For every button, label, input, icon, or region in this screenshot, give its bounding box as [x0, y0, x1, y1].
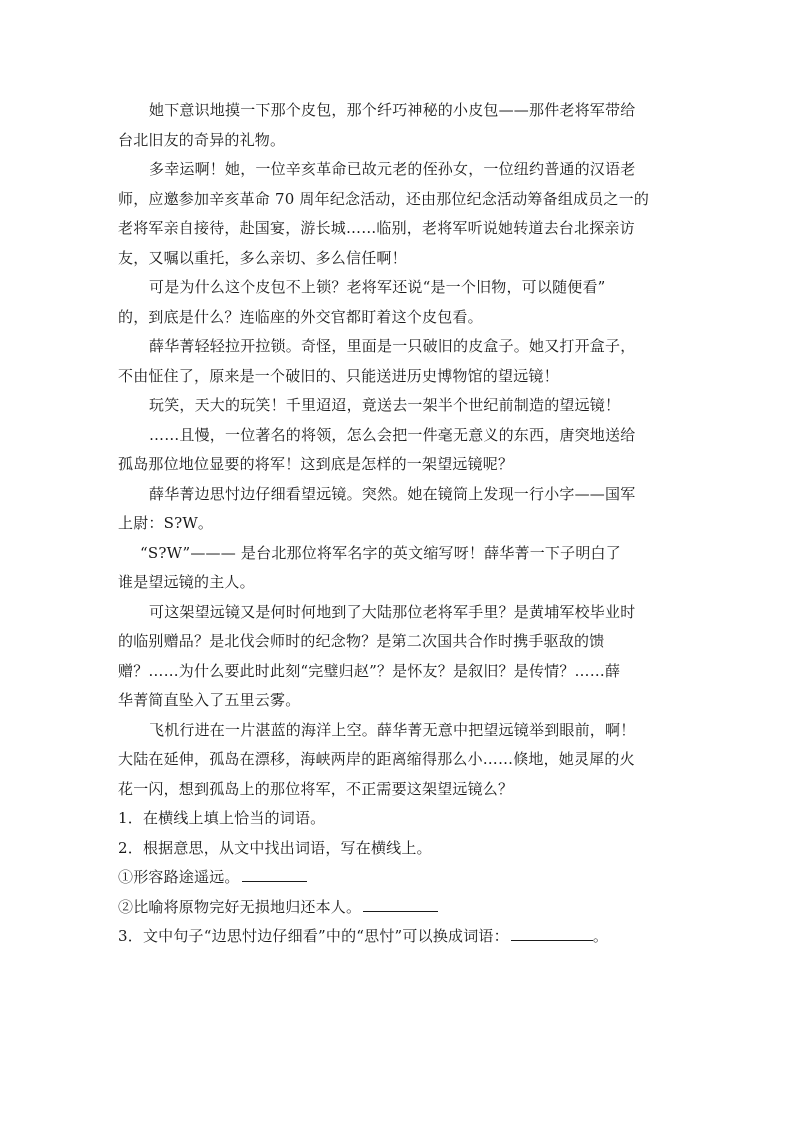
question-2b — [118, 893, 678, 923]
passage-line: ……且慢，一位著名的将领，怎么会把一件毫无意义的东西，唐突地送给 — [149, 425, 636, 444]
answer-blank[interactable] — [363, 897, 438, 912]
passage-line: 薛华菁边思忖边仔细看望远镜。突然。她在镜筒上发现一行小字——国军 — [149, 484, 636, 503]
question-1: 1．在横线上填上恰当的词语。 — [118, 809, 326, 827]
passage-line: 友，又嘱以重托，多么亲切、多么信任啊！ — [118, 248, 407, 267]
passage-line: 飞机行进在一片湛蓝的海洋上空。薛华菁无意中把望远镜举到眼前，啊！ — [149, 720, 636, 739]
passage-line: 多幸运啊！她，一位辛亥革命已故元老的侄孙女，一位纽约普通的汉语老 — [149, 160, 636, 178]
passage-line: 的临别赠品？是北伐会师时的纪念物？是第二次国共合作时携手驱敌的馈 — [118, 632, 605, 650]
passage-line: 可是为什么这个皮包不上锁？老将军还说“是一个旧物，可以随便看” — [149, 278, 606, 296]
passage-line: 她下意识地摸一下那个皮包，那个纤巧神秘的小皮包——那件老将军带给 — [149, 101, 636, 119]
passage-line: 赠？……为什么要此时此刻“完璧归赵”？是怀友？是叙旧？是传情？……薛 — [118, 661, 621, 680]
document-page — [118, 96, 678, 952]
passage-line: 可这架望远镜又是何时何地到了大陆那位老将军手里？是黄埔军校毕业时 — [149, 602, 636, 621]
question-3-end: 。 — [592, 927, 609, 945]
question-3-text: 3．文中句子“边思忖边仔细看”中的“思忖”可以换成词语： — [118, 927, 509, 945]
question-3 — [118, 922, 678, 952]
passage-line: 薛华菁轻轻拉开拉锁。奇怪，里面是一只破旧的皮盒子。她又打开盒子， — [149, 337, 636, 355]
passage-line: 花一闪，想到孤岛上的那位将军，不正需要这架望远镜么？ — [118, 779, 514, 798]
passage-line: 孤岛那位地位显要的将军！这到底是怎样的一架望远镜呢？ — [118, 455, 514, 473]
passage-line: 师，应邀参加辛亥革命 70 周年纪念活动，还由那位纪念活动筹备组成员之一的 — [118, 189, 650, 208]
question-2: 2．根据意思，从文中找出词语，写在横线上。 — [118, 838, 432, 857]
passage-line: 玩笑，天大的玩笑！千里迢迢，竟送去一架半个世纪前制造的望远镜！ — [149, 396, 621, 414]
question-2a — [118, 863, 678, 893]
answer-blank[interactable] — [242, 867, 307, 882]
passage-line: 谁是望远镜的主人。 — [118, 573, 255, 591]
passage-line: 的，到底是什么？连临座的外交官都盯着这个皮包看。 — [118, 307, 483, 326]
question-2a-text: ①形容路途遥远。 — [118, 868, 240, 886]
passage-line: 大陆在延伸，孤岛在漂移，海峡两岸的距离缩得那么小……倏地，她灵犀的火 — [118, 750, 635, 768]
passage-line: 不由怔住了，原来是一个破旧的、只能送进历史博物馆的望远镜！ — [118, 366, 559, 385]
passage-line: 老将军亲自接待，赴国宴，游长城……临别，老将军听说她转道去台北探亲访 — [118, 219, 635, 237]
passage-line: 台北旧友的奇异的礼物。 — [118, 130, 286, 149]
question-2b-text: ②比喻将原物完好无损地归还本人。 — [118, 897, 362, 916]
answer-blank[interactable] — [511, 926, 593, 941]
passage-line: 上尉：S?W。 — [118, 514, 214, 532]
passage-line: “S?W”——— 是台北那位将军名字的英文缩写呀！薛华菁一下子明白了 — [140, 543, 621, 562]
passage-line: 华菁简直坠入了五里云雾。 — [118, 691, 301, 709]
